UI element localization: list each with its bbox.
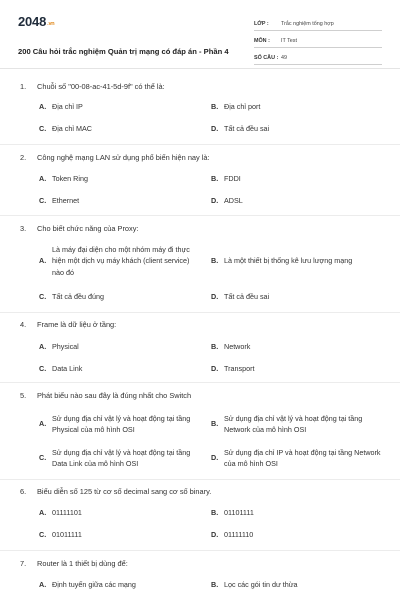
option-text: Physical [52,342,79,351]
option-letter: A. [39,580,47,589]
option-letter: C. [39,453,47,463]
question-divider [0,312,400,313]
meta-value: Trắc nghiệm tổng hợp [281,21,334,27]
option-text: Địa chỉ IP [52,102,83,111]
question-divider [0,382,400,383]
question-number: 6. [20,487,27,496]
question-number: 5. [20,391,27,400]
question-stem [20,559,382,568]
option-letter: A. [39,342,47,351]
option-text: Địa chỉ MAC [52,124,92,133]
option-text: Sử dụng địa chỉ IP và hoạt động tại tầng Network của mô hình OSI [224,447,381,468]
option-letter: C. [39,196,47,205]
question-text: Chuỗi số "00-08-ac-41-5d-9f" có thể là: [37,82,165,91]
question-stem [20,224,382,233]
option-a[interactable] [39,579,199,591]
option-text: Định tuyến giữa các mạng [52,580,136,589]
option-letter: A. [39,102,47,111]
option-letter: D. [211,292,219,301]
question-text: Công nghệ mạng LAN sử dụng phổ biến hiện nay là: [37,153,210,162]
option-letter: B. [211,174,219,183]
header [18,14,382,64]
meta-key: SỐ CÂU : [254,55,279,61]
page-title: 200 Câu hỏi trắc nghiệm Quản trị mạng có đáp án - Phần 4 [18,47,229,56]
option-letter: A. [39,174,47,183]
option-c[interactable] [39,291,199,303]
option-letter: D. [211,364,219,373]
question-stem [20,153,382,162]
option-letter: D. [211,196,219,205]
option-letter: B. [211,580,219,589]
option-d[interactable] [211,529,382,541]
question-number: 2. [20,153,27,162]
option-letter: A. [39,508,47,517]
option-b[interactable] [211,507,382,519]
question-divider [0,550,400,551]
option-c[interactable] [39,123,199,135]
option-text: Network [224,342,251,351]
option-c[interactable] [39,195,199,207]
question-divider [0,479,400,480]
meta-value: 49 [281,55,287,61]
option-d[interactable] [211,291,382,303]
option-text: 01101111 [224,508,254,517]
option-a[interactable] [39,241,199,281]
option-text: Token Ring [52,174,88,183]
question-1 [20,82,382,133]
option-text: Sử dụng địa chỉ vật lý và hoạt động tại tầng Network của mô hình OSI [224,413,363,434]
option-b[interactable] [211,173,382,185]
option-d[interactable] [211,123,382,135]
question-divider [0,215,400,216]
option-text: Tất cả đều sai [224,292,270,301]
option-letter: B. [211,508,219,517]
question-6 [20,487,382,539]
meta-row-class [254,14,382,31]
option-letter: B. [211,102,219,111]
question-number: 7. [20,559,27,568]
question-number: 1. [20,82,27,91]
option-text: Ethernet [52,196,80,205]
option-text: Là máy đại diện cho một nhóm máy đi thực hiện một dịch vụ máy khách (client service) nào đó [52,244,190,277]
meta-key: MÔN : [254,38,270,44]
option-a[interactable] [39,101,199,113]
option-d[interactable] [211,363,382,375]
question-number: 4. [20,320,27,329]
option-text: Sử dụng địa chỉ vật lý và hoạt động tại tầng Physical của mô hình OSI [52,413,191,434]
option-text: 01011111 [52,530,82,539]
question-text: Router là 1 thiết bị dùng để: [37,559,128,568]
question-4 [20,320,382,373]
question-3 [20,224,382,301]
option-text: 01111101 [52,508,82,517]
option-b[interactable] [211,241,382,281]
question-stem [20,487,382,496]
option-a[interactable] [39,507,199,519]
option-d[interactable] [211,445,382,471]
option-text: Lọc các gói tin dư thừa [224,580,298,589]
question-stem [20,82,382,91]
question-stem [20,391,382,400]
question-text: Phát biểu nào sau đây là đúng nhất cho Switch [37,391,192,400]
site-logo[interactable] [18,14,54,29]
option-text: Tất cả đều đúng [52,292,104,301]
option-text: Transport [224,364,255,373]
option-letter: C. [39,364,47,373]
option-c[interactable] [39,529,199,541]
question-text: Frame là dữ liệu ở tầng: [37,320,117,329]
option-letter: D. [211,530,219,539]
option-letter: C. [39,124,47,133]
question-text: Cho biết chức năng của Proxy: [37,224,139,233]
question-stem [20,320,382,329]
option-text: Là một thiết bị thống kê lưu lượng mạng [224,256,353,266]
option-letter: C. [39,292,47,301]
option-b[interactable] [211,411,382,437]
question-text: Biểu diễn số 125 từ cơ số decimal sang cơ số binary. [37,487,212,496]
option-a[interactable] [39,411,204,437]
option-letter: C. [39,530,47,539]
question-divider [0,144,400,145]
option-letter: B. [211,419,219,429]
option-letter: B. [211,256,219,266]
option-b[interactable] [211,341,382,353]
meta-value: IT Test [281,38,297,44]
option-letter: D. [211,124,219,133]
option-c[interactable] [39,363,199,375]
option-text: ADSL [224,196,243,205]
option-c[interactable] [39,445,204,471]
option-letter: B. [211,342,219,351]
option-letter: A. [39,256,47,266]
option-text: Tất cả đều sai [224,124,270,133]
option-letter: A. [39,419,47,429]
option-text: Sử dụng địa chỉ vật lý và hoạt động tại tầng Data Link của mô hình OSI [52,447,191,468]
option-d[interactable] [211,195,382,207]
question-7 [20,559,382,589]
meta-row-count [254,48,382,65]
meta-row-subject [254,31,382,48]
option-text: Data Link [52,364,83,373]
option-text: 01111110 [224,530,254,539]
meta-table [254,14,382,65]
option-b[interactable] [211,579,382,591]
question-2 [20,153,382,205]
logo-brand: 2048 [18,14,47,29]
option-a[interactable] [39,341,199,353]
question-5 [20,391,382,468]
question-number: 3. [20,224,27,233]
option-text: Địa chỉ port [224,102,261,111]
meta-key: LỚP : [254,21,269,27]
option-letter: D. [211,453,219,463]
option-a[interactable] [39,173,199,185]
option-text: FDDI [224,174,241,183]
option-b[interactable] [211,101,382,113]
header-divider [0,68,400,69]
logo-suffix: .vn [47,21,55,27]
